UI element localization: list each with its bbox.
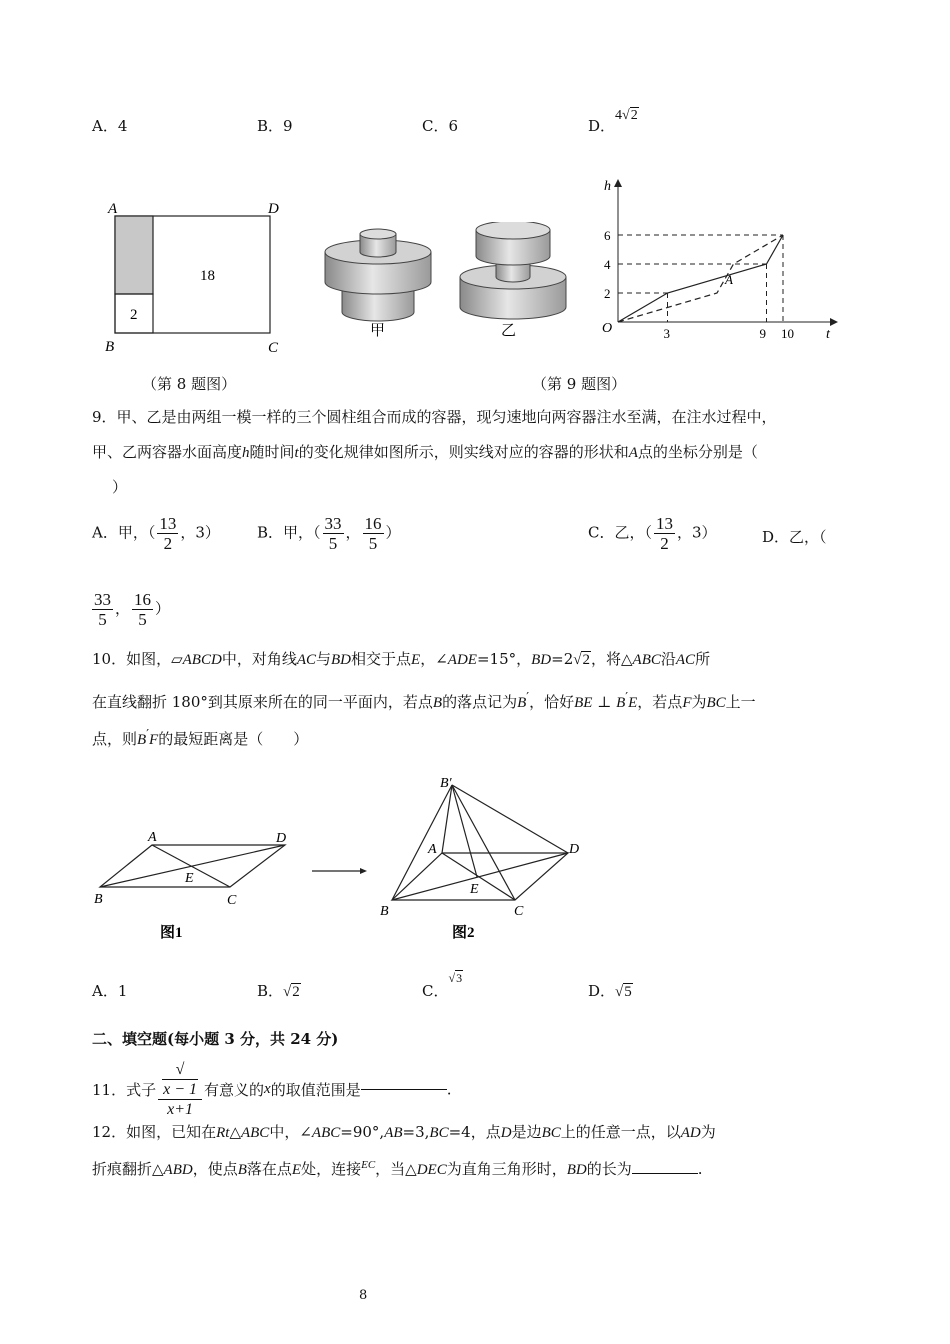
- q10-line3: 点，则B′F的最短距离是（ ）: [92, 726, 309, 748]
- q9-line3: ）: [112, 478, 128, 496]
- q8-option-b: B．9: [257, 117, 293, 135]
- q12-answer-blank[interactable]: [632, 1173, 698, 1174]
- svg-text:A: A: [148, 830, 157, 845]
- q11: 11．式子 √ x − 1 x+1 有意义的x的取值范围是 .: [92, 1061, 452, 1118]
- q8-option-c: C．6: [422, 117, 459, 135]
- q9-line1: 9．甲、乙是由两组一模一样的三个圆柱组合而成的容器，现匀速地向两容器注水至满，在注水过程中，: [92, 408, 777, 426]
- svg-text:D: D: [569, 842, 580, 857]
- fig9-caption: （第 9 题图）: [532, 375, 627, 393]
- fig8-label-b: B: [105, 339, 115, 355]
- graph-y-tick: 2: [604, 286, 611, 301]
- q11-answer-blank[interactable]: [361, 1089, 447, 1090]
- graph-point-a: A: [725, 272, 733, 287]
- q9-option-c: C．乙，（ $\frac{13}{2}$ ，3）: [588, 514, 717, 553]
- graph-dashed-line: [618, 235, 783, 322]
- figure-8: [100, 195, 300, 365]
- fig8-label-c: C: [268, 340, 279, 356]
- q9-option-d-values: $\frac{33}{5}$ ， $\frac{16}{5}$ ）: [94, 590, 171, 629]
- svg-text:A: A: [428, 842, 437, 857]
- fig8-label-a: A: [108, 201, 118, 217]
- svg-text:E: E: [470, 882, 479, 897]
- svg-text:B: B: [94, 892, 103, 907]
- svg-text:D: D: [276, 831, 287, 846]
- graph-t-label: t: [826, 327, 830, 342]
- figure-9-containers: [320, 222, 580, 347]
- q10-line1: 10．如图，▱ABCD中，对角线AC与BD相交于点E，∠ADE=15°，BD=2√2，将△ABC沿AC所: [92, 650, 711, 668]
- q9-option-d: D．乙，（: [762, 528, 827, 546]
- section-2-title: 二、填空题(每小题 3 分，共 24 分): [92, 1030, 339, 1048]
- q9-option-b: B．甲，（ $\frac{33}{5}$ ， $\frac{16}{5}$ ）: [257, 514, 401, 553]
- graph-h-label: h: [604, 179, 611, 194]
- q10-option-b: B．√2: [257, 982, 300, 1000]
- fig10-caption-1: 图1: [160, 925, 183, 941]
- fig8-caption: （第 8 题图）: [142, 375, 237, 393]
- svg-text:B′: B′: [440, 776, 452, 791]
- label-yi: 乙: [501, 323, 517, 339]
- q10-option-c: C．$^{√3}$: [422, 971, 463, 1000]
- svg-text:C: C: [514, 904, 524, 919]
- q9-line2: 甲、乙两容器水面高度h随时间t的变化规律如图所示，则实线对应的容器的形状和A点的坐标分别是（: [92, 443, 758, 461]
- q9-option-a: A．甲，（ $\frac{13}{2}$ ，3）: [92, 514, 220, 553]
- svg-text:C: C: [227, 893, 237, 908]
- graph-y-tick: 6: [604, 228, 611, 243]
- q8-option-d: D．4√2: [588, 108, 638, 135]
- svg-text:B: B: [380, 904, 389, 919]
- figure-9-graph: [590, 172, 850, 347]
- graph-y-tick: 4: [604, 257, 611, 272]
- graph-solid-line: [618, 235, 783, 322]
- container-yi: [460, 222, 566, 319]
- q8-option-a: A．4: [92, 117, 128, 135]
- q10-option-d: D．√5: [588, 982, 632, 1000]
- fig8-small-area: 2: [130, 307, 138, 323]
- q10-option-a: A．1: [92, 982, 128, 1000]
- fig8-shaded-square: [115, 216, 153, 294]
- fig10-figure2: [392, 785, 568, 900]
- fig8-label-d: D: [268, 201, 279, 217]
- graph-x-tick: 10: [781, 326, 794, 341]
- graph-origin: O: [602, 321, 613, 336]
- label-jia: 甲: [370, 323, 386, 339]
- graph-x-tick: 9: [759, 326, 766, 341]
- figure-10: [90, 765, 600, 950]
- q10-line2: 在直线翻折 180°到其原来所在的同一平面内，若点B的落点记为B′，恰好BE ⊥ B′E，若点F为BC上一: [92, 689, 756, 711]
- fig10-caption-2: 图2: [452, 925, 475, 941]
- fig8-large-area: 18: [200, 268, 215, 284]
- container-jia: [325, 229, 431, 321]
- q12-line2: 折痕翻折△ABD，使点B落在点E处，连接$^{EC}$，当△DEC为直角三角形时，BD的长为 .: [92, 1159, 703, 1178]
- svg-text:E: E: [185, 871, 194, 886]
- page-number: 8: [359, 1288, 368, 1303]
- q12-line1: 12．如图，已知在Rt△ABC中，∠ABC=90°,AB=3,BC=4，点D是边BC上的任意一点，以AD为: [92, 1123, 716, 1141]
- graph-x-tick: 3: [663, 326, 670, 341]
